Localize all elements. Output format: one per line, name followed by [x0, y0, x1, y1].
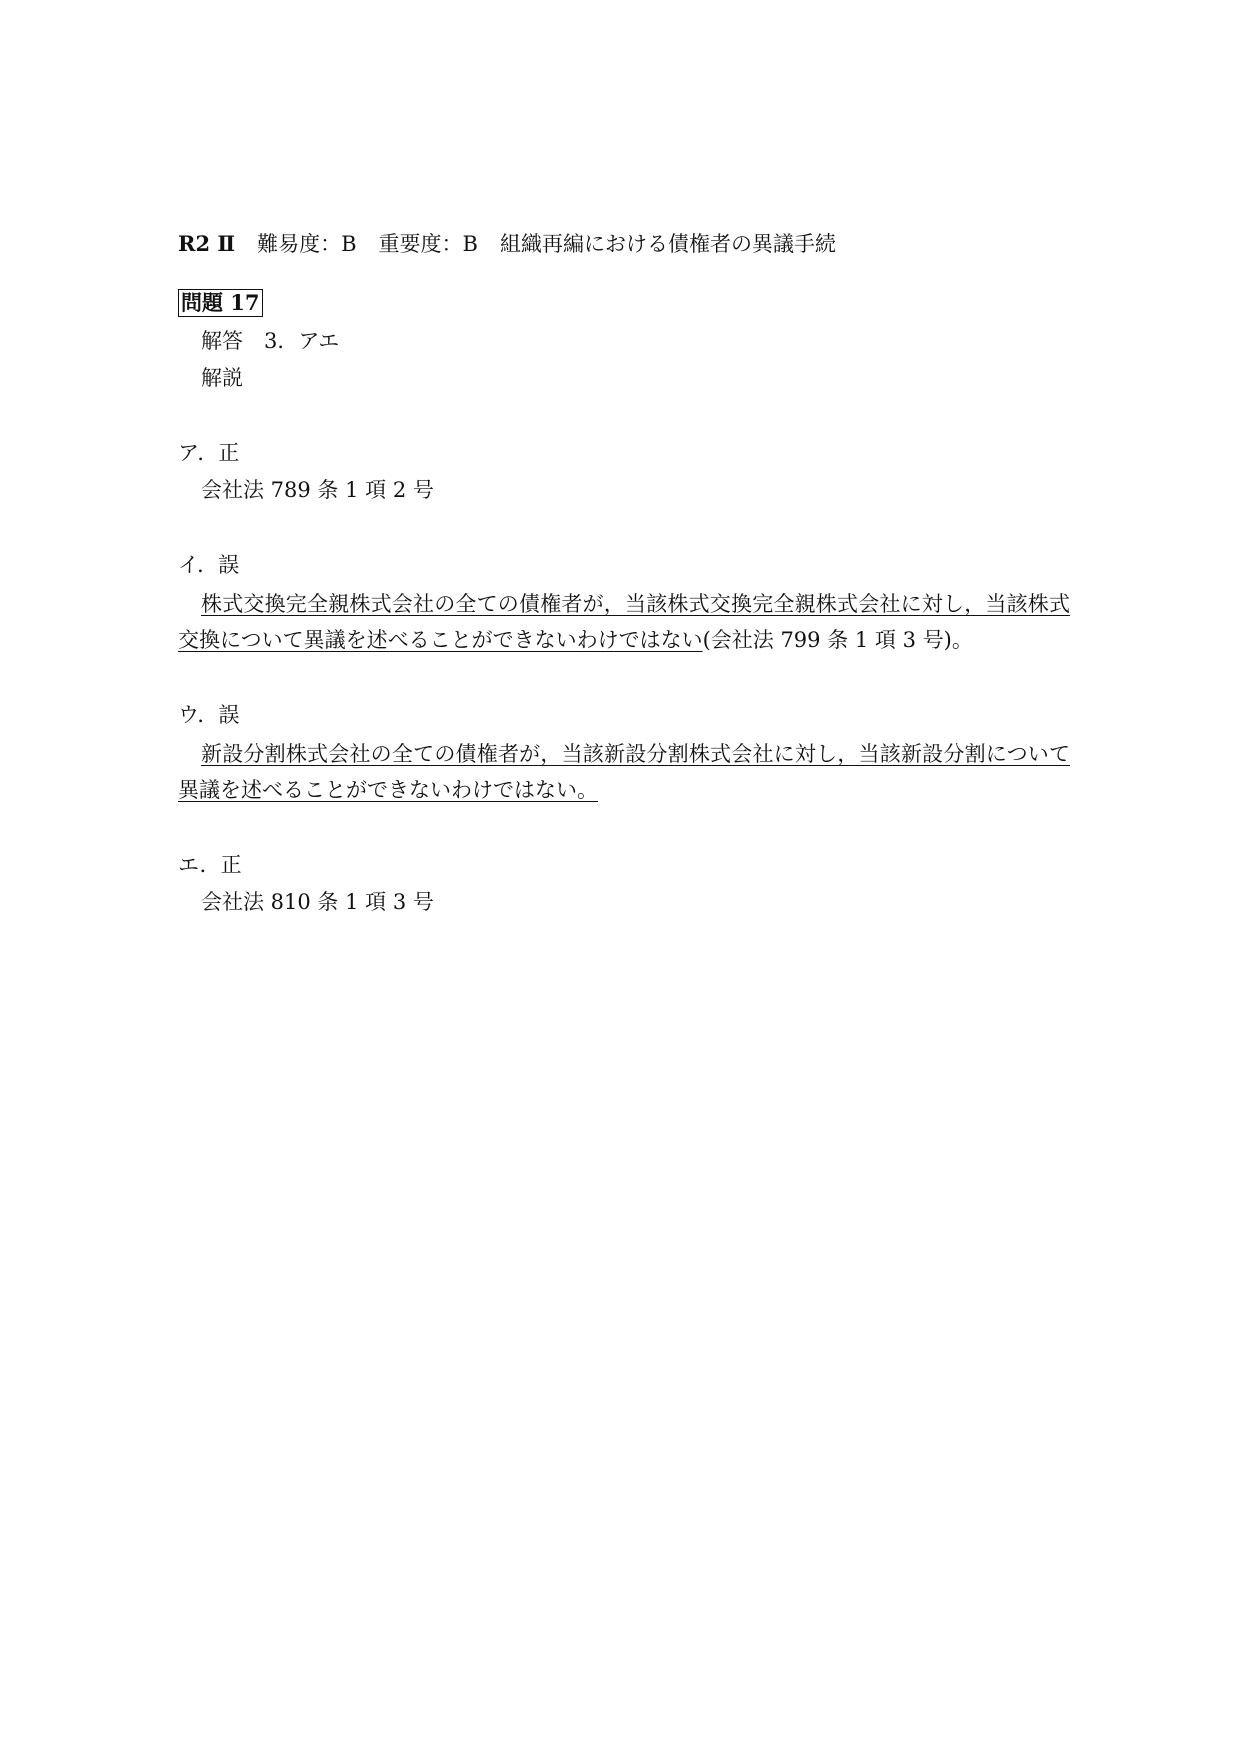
exam-label: R2 Ⅱ [178, 231, 236, 256]
item-e-heading: エ．正 [178, 853, 242, 877]
importance-label: 重要度：B [378, 232, 478, 256]
question-number: 問題 17 [178, 289, 263, 317]
item-i-heading: イ．誤 [178, 553, 240, 577]
item-i-body [178, 586, 1070, 658]
question-number-line [178, 288, 263, 318]
topic-title: 組織再編における債権者の異議手続 [499, 232, 836, 256]
answer-line: 解答 3．アエ [201, 329, 340, 353]
item-i-citation: (会社法 799 条 1 項 3 号)。 [702, 628, 973, 652]
item-i-underlined-text: 株式交換完全親株式会社の全ての債権者が，当該株式交換完全親株式会社に対し，当該株式交換について異議を述べることができないわけではない [178, 592, 1070, 652]
item-a-heading: ア．正 [178, 441, 240, 465]
header-line [178, 229, 836, 259]
item-e-body: 会社法 810 条 1 項 3 号 [201, 890, 434, 914]
item-u-underlined-text: 新設分割株式会社の全ての債権者が，当該新設分割株式会社に対し，当該新設分割について異議を述べることができないわけではない。 [178, 742, 1070, 802]
difficulty-label: 難易度：B [257, 232, 357, 256]
item-u-body [178, 736, 1070, 808]
explanation-label: 解説 [201, 366, 243, 390]
item-u-heading: ウ．誤 [178, 703, 240, 727]
item-a-body: 会社法 789 条 1 項 2 号 [201, 478, 434, 502]
